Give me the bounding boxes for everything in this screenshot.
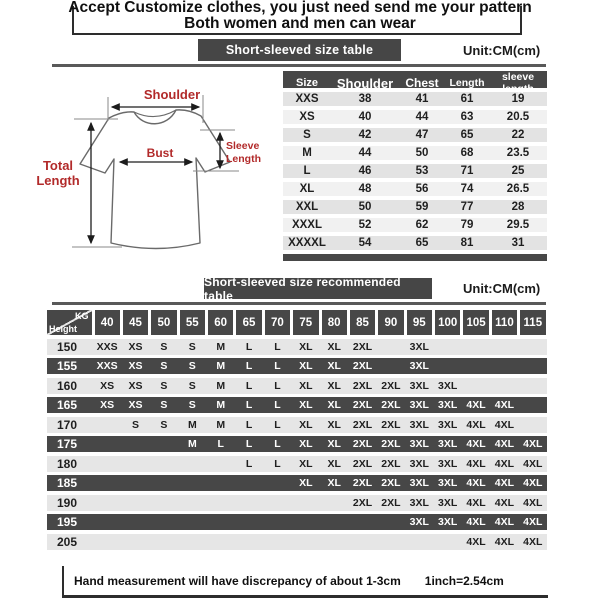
size-value-cell: 2XL — [352, 379, 373, 392]
size-value-cell: L — [245, 418, 253, 431]
size-value-cell: S — [160, 379, 168, 392]
size-value-cell: S — [132, 418, 140, 431]
size-value-cell: L — [217, 438, 224, 450]
size-table-cell: 28 — [511, 201, 525, 213]
size-value-cell: 3XL — [409, 340, 429, 353]
height-cell: 165 — [57, 398, 78, 412]
size-value-cell: L — [245, 399, 253, 411]
size-value-cell: XS — [100, 399, 115, 411]
size-table-row — [283, 200, 547, 214]
size-table-cell: 65 — [460, 129, 474, 141]
size-table-cell: XXXL — [291, 219, 323, 231]
size-value-cell: 3XL — [438, 418, 458, 431]
size-table-cell: 26.5 — [506, 183, 530, 195]
size-value-cell: 3XL — [438, 457, 458, 470]
size-table-cell: L — [303, 165, 311, 177]
size-value-cell: M — [187, 438, 197, 450]
size-table-cell: 68 — [460, 147, 474, 159]
size-value-cell: 3XL — [438, 496, 458, 509]
size-value-cell: M — [216, 340, 226, 353]
size-value-cell: 2XL — [352, 496, 373, 509]
size-table-cell: 65 — [415, 237, 429, 249]
size-value-cell: L — [274, 360, 281, 372]
size-value-cell: 3XL — [438, 399, 458, 411]
size-value-cell: L — [274, 457, 281, 470]
size-table-row — [283, 164, 547, 178]
kg-header-cell: 45 — [123, 310, 148, 335]
unit-label-1: Unit:CM(cm) — [463, 43, 541, 58]
size-table-cell: 46 — [358, 165, 372, 177]
size-value-cell: L — [274, 438, 281, 450]
svg-text:Length: Length — [226, 153, 261, 165]
size-value-cell: 2XL — [352, 438, 373, 450]
size-value-cell: 2XL — [381, 418, 401, 431]
size-value-cell: XL — [327, 438, 341, 450]
size-value-cell: 2XL — [381, 379, 401, 392]
recommended-table-row — [47, 475, 547, 491]
size-table-cell: 50 — [415, 147, 429, 159]
recommended-table-row — [47, 397, 547, 413]
size-table-cell: 40 — [358, 111, 372, 123]
size-value-cell: L — [245, 457, 253, 470]
size-value-cell: 3XL — [409, 457, 429, 470]
size-value-cell: 2XL — [381, 457, 401, 470]
height-cell: 190 — [57, 495, 78, 510]
size-value-cell: L — [274, 340, 281, 353]
size-value-cell: 4XL — [523, 516, 543, 528]
size-value-cell: XXS — [96, 360, 118, 372]
measurement-discrepancy-note: Hand measurement will have discrepancy of about 1-3cm — [74, 573, 401, 588]
shoulder-label: Shoulder — [143, 87, 201, 102]
size-table — [283, 71, 547, 261]
size-value-cell: 3XL — [409, 438, 429, 450]
size-table-cell: 71 — [460, 165, 474, 177]
kg-header-cell: 100 — [435, 310, 460, 335]
size-value-cell: XL — [299, 477, 313, 489]
size-table-row — [283, 110, 547, 124]
recommended-table-row — [47, 534, 547, 550]
size-value-cell: 2XL — [381, 496, 401, 509]
height-cell: 155 — [57, 359, 78, 373]
section2-title-badge: Short-sleeved size recommended table — [204, 278, 432, 299]
size-table-col-header: Length — [449, 77, 485, 89]
svg-text:Total: Total — [42, 158, 74, 173]
size-table-cell: 77 — [460, 201, 474, 213]
size-value-cell: M — [216, 418, 226, 431]
section2-divider — [52, 302, 546, 305]
size-value-cell: S — [188, 340, 196, 353]
size-value-cell: XL — [299, 438, 313, 450]
kg-header-cell: 55 — [180, 310, 205, 335]
size-value-cell: XL — [327, 379, 341, 392]
kg-header-cell: 40 — [95, 310, 120, 335]
size-table-row — [283, 182, 547, 196]
size-table-cell: 79 — [460, 219, 474, 231]
total-length-label — [36, 158, 79, 188]
size-value-cell: 3XL — [438, 477, 458, 489]
size-value-cell: 4XL — [466, 457, 486, 470]
size-value-cell: 4XL — [494, 477, 515, 489]
sleeve-length-label — [226, 140, 261, 165]
recommended-table-row — [47, 417, 547, 433]
kg-header-cell: 50 — [151, 310, 176, 335]
size-table-body — [283, 92, 547, 250]
recommended-size-table — [47, 310, 547, 550]
size-table-cell: 62 — [415, 219, 429, 231]
size-value-cell: M — [187, 418, 197, 431]
svg-text:Length: Length — [36, 173, 80, 188]
kg-header-cell: 70 — [265, 310, 290, 335]
size-value-cell: 4XL — [523, 496, 543, 509]
size-table-cell: 59 — [415, 201, 429, 213]
size-value-cell: XS — [128, 379, 143, 392]
size-value-cell: L — [274, 399, 281, 411]
size-value-cell: 2XL — [352, 418, 373, 431]
kg-header-cell: 90 — [378, 310, 403, 335]
header-line-2: Both women and men can wear — [184, 15, 416, 32]
size-value-cell: 4XL — [494, 438, 515, 450]
size-value-cell: 2XL — [381, 477, 401, 489]
size-table-cell: XXL — [295, 201, 319, 213]
height-cell: 160 — [57, 378, 78, 393]
height-cell: 205 — [57, 534, 78, 549]
height-axis-label: Height — [49, 324, 77, 334]
size-table-cell: 23.5 — [506, 147, 530, 159]
size-value-cell: 4XL — [466, 516, 486, 528]
size-value-cell: XS — [128, 360, 143, 372]
size-table-cell: 29.5 — [506, 219, 530, 231]
size-table-cell: 81 — [460, 237, 474, 249]
size-table-row — [283, 146, 547, 160]
size-table-cell: 42 — [358, 129, 372, 141]
size-value-cell: S — [188, 379, 196, 392]
size-value-cell: M — [216, 360, 226, 372]
recommended-table-row — [47, 378, 547, 394]
size-value-cell: 2XL — [381, 438, 401, 450]
size-value-cell: S — [160, 360, 168, 372]
size-table-cell: 38 — [358, 93, 372, 105]
size-value-cell: XS — [128, 340, 143, 353]
size-value-cell: 3XL — [438, 516, 458, 528]
size-table-cell: 25 — [511, 165, 525, 177]
recommended-table-row — [47, 495, 547, 511]
kg-header-cell: 85 — [350, 310, 375, 335]
kg-header-cell: 115 — [520, 310, 545, 335]
size-value-cell: S — [160, 399, 168, 411]
size-value-cell: 4XL — [523, 457, 543, 470]
kg-axis-label: KG — [75, 311, 89, 321]
size-value-cell: XL — [299, 379, 313, 392]
size-value-cell: S — [160, 418, 168, 431]
size-table-cell: 52 — [358, 219, 372, 231]
size-value-cell: 4XL — [523, 535, 543, 548]
size-value-cell: 4XL — [494, 399, 515, 411]
footer-note-box — [62, 566, 548, 598]
size-value-cell: XL — [327, 477, 341, 489]
size-table-cell: 48 — [358, 183, 372, 195]
section1-title-badge: Short-sleeved size table — [198, 39, 401, 61]
size-value-cell: 4XL — [466, 535, 486, 548]
size-value-cell: S — [160, 340, 168, 353]
height-cell: 175 — [57, 437, 78, 451]
size-table-col-header: Shoulder — [336, 75, 394, 91]
size-value-cell: 2XL — [352, 399, 373, 411]
size-value-cell: XL — [299, 457, 313, 470]
size-table-header-row — [283, 71, 547, 95]
size-value-cell: L — [245, 340, 253, 353]
size-value-cell: 4XL — [494, 496, 515, 509]
corner-cell — [47, 310, 92, 335]
size-table-cell: S — [303, 129, 311, 141]
size-value-cell: 3XL — [409, 360, 429, 372]
size-value-cell: 4XL — [523, 477, 543, 489]
size-table-cell: XL — [299, 183, 315, 195]
size-table-cell: 50 — [358, 201, 372, 213]
size-table-cell: 56 — [415, 183, 429, 195]
size-value-cell: XL — [299, 340, 313, 353]
size-value-cell: L — [245, 379, 253, 392]
kg-header-cell: 65 — [236, 310, 261, 335]
inch-conversion-note: 1inch=2.54cm — [424, 573, 504, 588]
size-table-cell: 44 — [415, 111, 429, 123]
height-cell: 170 — [57, 417, 78, 432]
size-table-bottom-bar — [283, 254, 547, 261]
size-table-cell: 54 — [358, 237, 372, 249]
size-value-cell: XL — [299, 399, 313, 411]
kg-header-cell: 110 — [492, 310, 517, 335]
size-value-cell: 2XL — [381, 399, 401, 411]
size-table-cell: 31 — [511, 237, 525, 249]
size-table-col-header: sleeve length — [501, 71, 535, 95]
size-value-cell: XL — [299, 360, 313, 372]
size-value-cell: 4XL — [494, 418, 515, 431]
size-value-cell: 4XL — [466, 418, 486, 431]
kg-header-cell: 75 — [293, 310, 318, 335]
size-value-cell: 3XL — [409, 418, 429, 431]
size-value-cell: 3XL — [409, 477, 429, 489]
tshirt-outline-drawing — [80, 110, 230, 249]
size-value-cell: 2XL — [352, 457, 373, 470]
section1-divider — [52, 64, 546, 67]
size-value-cell: XL — [327, 418, 341, 431]
recommended-table-row — [47, 456, 547, 472]
size-value-cell: 2XL — [352, 477, 373, 489]
size-value-cell: 3XL — [438, 438, 458, 450]
size-value-cell: 4XL — [523, 438, 543, 450]
recommended-table-row — [47, 339, 547, 355]
recommended-table-header-row — [47, 310, 547, 335]
size-value-cell: 4XL — [466, 496, 486, 509]
height-cell: 150 — [57, 339, 78, 354]
size-value-cell: 2XL — [352, 360, 373, 372]
kg-header-cell: 60 — [208, 310, 233, 335]
size-value-cell: 4XL — [494, 457, 515, 470]
size-value-cell: M — [216, 379, 226, 392]
size-table-row — [283, 92, 547, 106]
size-value-cell: XL — [327, 399, 341, 411]
size-value-cell: M — [216, 399, 226, 411]
size-value-cell: XL — [327, 340, 341, 353]
size-value-cell: 3XL — [438, 379, 458, 392]
size-table-cell: 47 — [415, 129, 429, 141]
size-table-row — [283, 128, 547, 142]
size-value-cell: 4XL — [466, 438, 486, 450]
size-table-cell: 63 — [460, 111, 474, 123]
size-table-cell: 41 — [415, 93, 429, 105]
size-table-cell: 22 — [511, 129, 525, 141]
height-cell: 180 — [57, 456, 78, 471]
recommended-table-body — [47, 339, 547, 550]
size-value-cell: L — [274, 379, 281, 392]
size-table-cell: XXS — [295, 93, 319, 105]
size-value-cell: 3XL — [409, 399, 429, 411]
size-table-cell: XS — [299, 111, 315, 123]
recommended-table-row — [47, 436, 547, 452]
size-table-cell: M — [302, 147, 312, 159]
size-value-cell: L — [245, 438, 253, 450]
header-line-1: Accept Customize clothes, you just need send me your pattern — [68, 0, 532, 16]
size-value-cell: 2XL — [352, 340, 373, 353]
size-value-cell: 4XL — [466, 477, 486, 489]
tshirt-measurement-diagram — [28, 76, 282, 276]
size-value-cell: XXS — [96, 340, 118, 353]
size-value-cell: XS — [100, 379, 115, 392]
size-value-cell: 3XL — [409, 516, 429, 528]
size-value-cell: L — [274, 418, 281, 431]
kg-header-cell: 95 — [407, 310, 432, 335]
size-value-cell: XL — [299, 418, 313, 431]
size-table-cell: 44 — [358, 147, 372, 159]
kg-header-cell: 80 — [322, 310, 347, 335]
size-table-cell: 53 — [415, 165, 429, 177]
size-value-cell: XS — [128, 399, 143, 411]
unit-label-2: Unit:CM(cm) — [463, 281, 541, 296]
size-table-cell: 74 — [460, 183, 474, 195]
size-value-cell: 3XL — [409, 496, 429, 509]
size-value-cell: 4XL — [494, 535, 515, 548]
size-value-cell: S — [188, 399, 196, 411]
size-value-cell: S — [188, 360, 196, 372]
size-table-col-header: Size — [295, 77, 318, 89]
size-table-cell: 61 — [460, 93, 474, 105]
size-table-cell: 19 — [511, 93, 525, 105]
size-value-cell: XL — [327, 360, 341, 372]
height-cell: 195 — [57, 515, 78, 529]
size-value-cell: L — [245, 360, 253, 372]
size-table-cell: 20.5 — [506, 111, 530, 123]
height-cell: 185 — [57, 476, 78, 490]
kg-header-cell: 105 — [463, 310, 488, 335]
size-table-row — [283, 218, 547, 232]
recommended-table-row — [47, 514, 547, 530]
size-table-cell: XXXXL — [288, 237, 326, 249]
size-value-cell: 4XL — [466, 399, 486, 411]
size-value-cell: XL — [327, 457, 341, 470]
size-table-col-header: Chest — [405, 76, 439, 90]
size-value-cell: 3XL — [409, 379, 429, 392]
bust-label: Bust — [146, 146, 174, 160]
svg-text:Sleeve: Sleeve — [226, 140, 260, 152]
size-table-row — [283, 236, 547, 250]
size-value-cell: 4XL — [494, 516, 515, 528]
recommended-table-row — [47, 358, 547, 374]
